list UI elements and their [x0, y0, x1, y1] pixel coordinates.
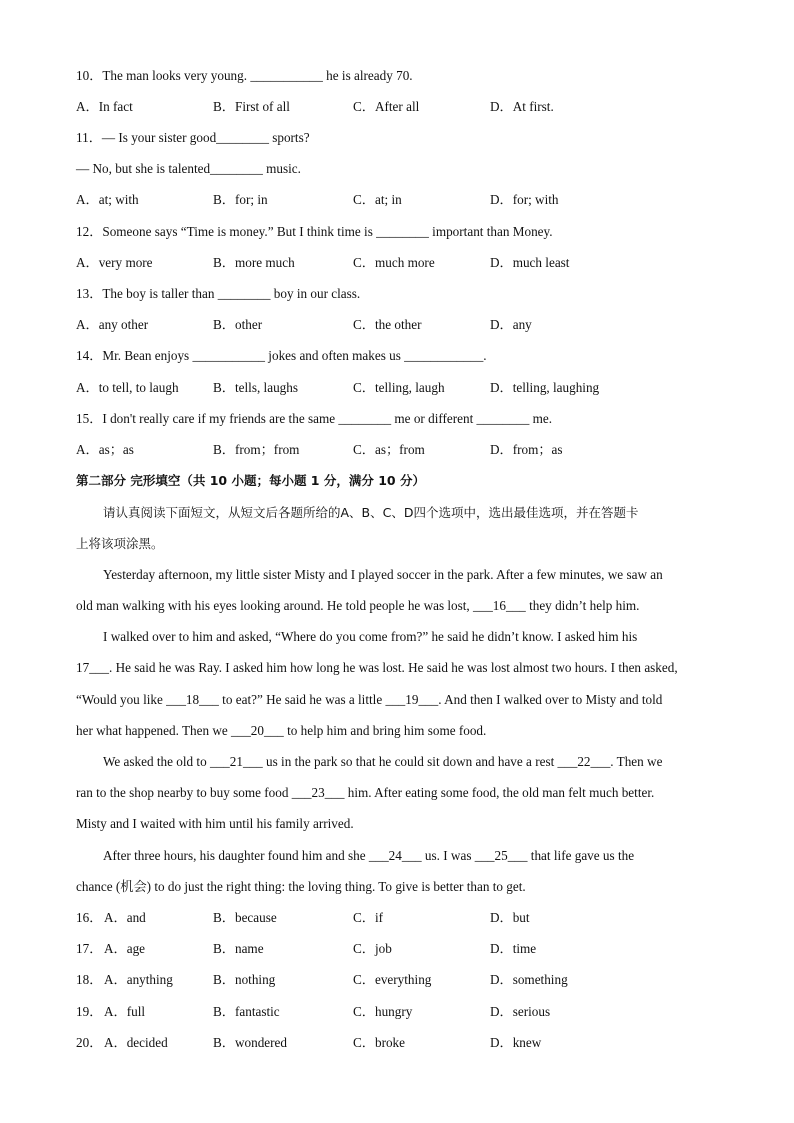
option-d: D．any [490, 317, 532, 332]
option-c: C．as；from [353, 442, 425, 457]
section-2-instruction: 请认真阅读下面短文，从短文后各题所给的A、B、C、D四个选项中，选出最佳选项，并在答题卡 [103, 505, 639, 520]
passage-line: We asked the old to ___21___ us in the park so that he could sit down and have a rest ___22___. Then we [103, 754, 663, 769]
passage-line: I walked over to him and asked, “Where do you come from?” he said he didn’t know. I asked him his [103, 629, 638, 644]
option-b: B．nothing [213, 972, 276, 987]
option-b: B．fantastic [213, 1004, 280, 1019]
passage-line: her what happened. Then we ___20___ to help him and bring him some food. [76, 723, 487, 738]
option-c: C．hungry [353, 1004, 413, 1019]
option-a: A．In fact [76, 99, 133, 114]
option-d: D．much least [490, 255, 570, 270]
option-c: C．at; in [353, 192, 402, 207]
question-12-options [76, 254, 726, 272]
passage-line: ran to the shop nearby to buy some food ___23___ him. After eating some food, the old man felt much better. [76, 785, 655, 800]
option-b: B．for; in [213, 192, 268, 207]
option-c: C．job [353, 941, 392, 956]
cloze-19-options [76, 1003, 726, 1021]
option-d: D．knew [490, 1035, 542, 1050]
question-11-options [76, 191, 726, 209]
cloze-17-options [76, 940, 726, 958]
option-d: D．At first. [490, 99, 554, 114]
option-c: C．the other [353, 317, 422, 332]
option-d: D．time [490, 941, 537, 956]
cloze-18-options [76, 971, 726, 989]
cloze-16-options [76, 909, 726, 927]
option-d: D．serious [490, 1004, 551, 1019]
option-b: B．from；from [213, 442, 300, 457]
option-a: A．decided [104, 1035, 168, 1050]
option-a: A．age [104, 941, 146, 956]
section-2-title: 第二部分 完形填空（共 10 小题；每小题 1 分，满分 10 分） [76, 473, 425, 488]
option-a: A．very more [76, 255, 153, 270]
option-b: B．other [213, 317, 263, 332]
option-c: C．After all [353, 99, 420, 114]
passage-line: 17___. He said he was Ray. I asked him how long he was lost. He said he was lost almost two hours. I then asked, [76, 660, 678, 675]
question-15-options [76, 441, 726, 459]
option-d: D．for; with [490, 192, 559, 207]
option-a: A．full [104, 1004, 146, 1019]
option-c: C．if [353, 910, 384, 925]
option-a: A．any other [76, 317, 149, 332]
cloze-number: 18． [76, 972, 103, 987]
question-13-stem: 13．The boy is taller than ________ boy in our class. [76, 286, 361, 301]
passage-line: chance (机会) to do just the right thing: the loving thing. To give is better than to get. [76, 879, 526, 894]
option-c: C．broke [353, 1035, 406, 1050]
option-a: A．to tell, to laugh [76, 380, 179, 395]
question-11-stem-2: — No, but she is talented________ music. [76, 161, 301, 176]
cloze-number: 20． [76, 1035, 103, 1050]
option-b: B．more much [213, 255, 295, 270]
option-a: A．at; with [76, 192, 139, 207]
option-b: B．wondered [213, 1035, 287, 1050]
passage-line: Yesterday afternoon, my little sister Misty and I played soccer in the park. After a few minutes, we saw an [103, 567, 663, 582]
cloze-number: 19． [76, 1004, 103, 1019]
question-15-stem: 15．I don't really care if my friends are the same ________ me or different ________ me. [76, 411, 553, 426]
option-d: D．something [490, 972, 568, 987]
option-d: D．telling, laughing [490, 380, 600, 395]
passage-line: After three hours, his daughter found him and she ___24___ us. I was ___25___ that life gave us the [103, 848, 635, 863]
cloze-20-options [76, 1034, 726, 1052]
option-c: C．telling, laugh [353, 380, 445, 395]
question-14-stem: 14．Mr. Bean enjoys ___________ jokes and often makes us ____________. [76, 348, 487, 363]
option-c: C．everything [353, 972, 432, 987]
cloze-number: 16． [76, 910, 103, 925]
option-b: B．First of all [213, 99, 290, 114]
question-12-stem: 12．Someone says “Time is money.” But I think time is ________ important than Money. [76, 224, 553, 239]
option-c: C．much more [353, 255, 435, 270]
section-2-instruction-cont: 上将该项涂黑。 [76, 536, 164, 551]
question-13-options [76, 316, 726, 334]
option-b: B．tells, laughs [213, 380, 298, 395]
passage-line: Misty and I waited with him until his family arrived. [76, 816, 354, 831]
option-d: D．from；as [490, 442, 563, 457]
question-14-options [76, 379, 726, 397]
passage-line: old man walking with his eyes looking around. He told people he was lost, ___16___ they didn’t help him. [76, 598, 640, 613]
option-a: A．anything [104, 972, 173, 987]
question-11-stem: 11．— Is your sister good________ sports? [76, 130, 310, 145]
option-a: A．as；as [76, 442, 134, 457]
cloze-number: 17． [76, 941, 103, 956]
option-b: B．because [213, 910, 277, 925]
question-10-stem: 10．The man looks very young. ___________ he is already 70. [76, 68, 413, 83]
question-10-options [76, 98, 726, 116]
passage-line: “Would you like ___18___ to eat?” He said he was a little ___19___. And then I walked over to Misty and told [76, 692, 663, 707]
option-b: B．name [213, 941, 264, 956]
option-a: A．and [104, 910, 146, 925]
option-d: D．but [490, 910, 530, 925]
